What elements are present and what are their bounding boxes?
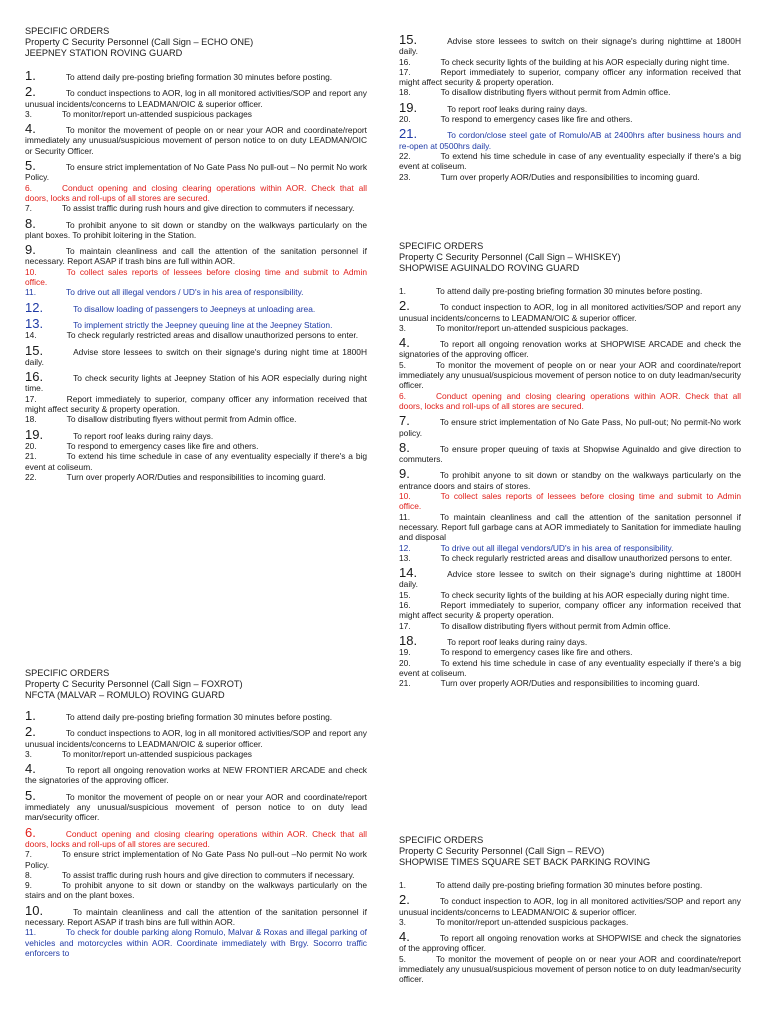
order-item	[399, 172, 741, 182]
order-text: To assist traffic during rush hours and give direction to commuters if necessary.	[62, 203, 355, 214]
section-header	[25, 668, 367, 701]
order-text: To collect sales reports of lessees before closing time and submit to Admin office.	[25, 266, 367, 288]
section-echo-one	[25, 26, 367, 482]
order-item	[25, 824, 367, 850]
order-item	[25, 369, 367, 394]
order-number: 9.	[25, 880, 32, 891]
order-item	[25, 267, 367, 288]
order-number: 21.	[399, 126, 418, 142]
section-header	[399, 241, 741, 274]
order-item	[399, 600, 741, 621]
order-text: To report all ongoing renovation works at SHOPWISE ARCADE and check the signatories of the approving officer.	[399, 339, 741, 360]
order-number: 11.	[25, 927, 37, 938]
order-item	[399, 590, 741, 600]
order-number: 5.	[399, 953, 406, 964]
order-item	[25, 183, 367, 204]
section-header	[25, 26, 367, 59]
order-item	[399, 32, 741, 57]
order-text: To conduct inspection to AOR, log in all monitored activities/SOP and report any unusual incidents/concerns to LEADMAN/OIC & superior officer.	[399, 302, 741, 323]
order-number: 1.	[25, 708, 36, 723]
order-text: To report roof leaks during rainy days.	[73, 430, 214, 441]
order-number: 9.	[399, 466, 410, 482]
order-number: 3.	[25, 748, 32, 759]
order-number: 17.	[399, 620, 411, 631]
order-number: 5.	[399, 359, 406, 370]
order-number: 11.	[25, 287, 37, 298]
order-number: 20.	[399, 114, 411, 125]
order-text: To report all ongoing renovation works at SHOPWISE and check the signatories of the approving officer.	[399, 933, 741, 954]
order-number: 4.	[25, 121, 36, 137]
order-item	[25, 84, 367, 109]
order-number: 13.	[399, 552, 411, 563]
order-number: 8.	[25, 869, 32, 880]
order-number: 22.	[25, 471, 37, 482]
order-text: To monitor/report un-attended suspicious packages.	[436, 916, 629, 927]
order-item	[399, 621, 741, 631]
order-item	[25, 902, 367, 928]
section-title: SPECIFIC ORDERS	[399, 835, 484, 845]
order-text: To monitor the movement of people on or near your AOR and coordinate/report immediately any unusual/suspicious movement of person notice to on duty lead man/security officer.	[25, 791, 367, 823]
order-text: To respond to emergency cases like fire and others.	[440, 114, 633, 125]
orders-list	[399, 286, 741, 688]
order-number: 22.	[399, 150, 411, 161]
order-text: To check security lights at Jeepney Station of his AOR especially during night time.	[25, 373, 367, 394]
order-number: 10.	[399, 491, 411, 502]
order-item	[399, 491, 741, 512]
order-text: To maintain cleanliness and call the attention of the sanitation personnel if necessary. Report ASAP if trash bins are full within AOR.	[25, 906, 367, 928]
order-item	[25, 394, 367, 415]
order-text: To implement strictly the Jeepney queuing line at the Jeepney Station.	[73, 319, 333, 330]
section-foxrot	[25, 668, 367, 958]
section-callsign: Property C Security Personnel (Call Sign – WHISKEY)	[399, 252, 621, 262]
section-callsign: Property C Security Personnel (Call Sign – FOXROT)	[25, 679, 243, 689]
order-text: Advise store lessees to switch on their signage's during nighttime at 1800H daily.	[399, 36, 741, 57]
order-number: 2.	[399, 298, 410, 314]
order-text: To check security lights of the building at his AOR especially during night time.	[440, 56, 730, 67]
order-item	[399, 67, 741, 88]
order-text: To ensure proper queuing of taxis at Shopwise Aguinaldo and give direction to commuters.	[399, 443, 741, 465]
order-text: To ensure strict implementation of No Gate Pass No pull-out –No permit No work Policy.	[25, 849, 367, 870]
order-number: 4.	[399, 335, 410, 351]
order-text: To respond to emergency cases like fire and others.	[440, 647, 633, 658]
order-item	[25, 242, 367, 267]
order-number: 2.	[25, 724, 36, 740]
order-number: 19.	[399, 647, 411, 658]
order-item	[399, 335, 741, 360]
order-text: To extend his time schedule in case of any eventuality especially if there's a big event at coliseum.	[25, 451, 367, 472]
order-text: To maintain cleanliness and call the attention of the sanitation personnel if necessary. Report ASAP if trash bins are full within AOR.	[25, 246, 367, 267]
order-text: To collect sales reports of lessees before closing time and submit to Admin office.	[399, 491, 741, 512]
order-item	[25, 109, 367, 119]
order-number: 1.	[25, 68, 36, 83]
order-text: To disallow distributing flyers without permit from Admin office.	[440, 620, 671, 631]
order-item	[399, 87, 741, 97]
order-item	[25, 158, 368, 183]
order-text: To disallow distributing flyers without permit from Admin office.	[66, 414, 297, 425]
order-item	[25, 849, 367, 870]
order-text: To monitor the movement of people on or near your AOR and coordinate/report immediately any unusual/suspicious movement of person notice to on duty leadman/security officer.	[399, 359, 741, 391]
order-item	[399, 917, 741, 927]
order-number: 18.	[25, 414, 37, 425]
order-text: Advice store lessee to switch on their signage's during nighttime at 1800H daily.	[399, 569, 741, 590]
order-item	[399, 929, 741, 954]
order-text: To monitor/report un-attended suspicious packages	[62, 748, 252, 759]
order-number: 5.	[25, 787, 36, 803]
order-number: 16.	[399, 600, 411, 611]
order-text: To monitor/report un-attended suspicious packages	[62, 108, 252, 119]
order-item	[399, 543, 741, 553]
order-text: Advise store lessees to switch on their signage's during night time at 1800H daily.	[25, 346, 367, 367]
order-text: To check regularly restricted areas and disallow unauthorized persons to enter.	[440, 552, 733, 563]
order-text: To disallow distributing flyers without permit from Admin office.	[440, 87, 671, 98]
order-item	[25, 215, 367, 241]
order-item	[25, 787, 367, 823]
order-item	[399, 466, 741, 491]
order-item	[399, 413, 741, 438]
order-text: To monitor/report un-attended suspicious packages.	[436, 322, 629, 333]
section-post: NFCTA (MALVAR – ROMULO) ROVING GUARD	[25, 690, 225, 700]
section-callsign: Property C Security Personnel (Call Sign – REVO)	[399, 846, 605, 856]
order-number: 12.	[399, 542, 411, 553]
order-text: To attend daily pre-posting briefing formation 30 minutes before posting.	[65, 712, 333, 722]
order-item	[25, 330, 367, 340]
order-number: 7.	[399, 413, 410, 429]
order-text: To extend his time schedule in case of any eventuality especially if there's a big event at coliseum.	[399, 657, 741, 678]
order-text: Turn over properly AOR/Duties and responsibilities to incoming guard.	[440, 678, 700, 689]
section-revo	[399, 835, 741, 985]
order-text: Report immediately to superior, company officer any information received that might affect security & property operation.	[399, 66, 741, 88]
order-item	[25, 342, 367, 368]
order-item	[25, 121, 367, 156]
order-text: To report roof leaks during rainy days.	[447, 103, 588, 114]
order-text: To monitor the movement of people on or near your AOR and coordinate/report immediately any unusual/suspicious movement of person notice to on duty LEADMAN/OIC or Security Officer.	[25, 125, 367, 156]
order-item	[399, 954, 741, 985]
order-item	[25, 426, 367, 442]
order-number: 5.	[25, 158, 36, 174]
order-number: 10.	[25, 266, 37, 277]
order-number: 18.	[399, 87, 411, 98]
order-item	[25, 68, 367, 83]
order-text: To monitor the movement of people on or near your AOR and coordinate/report immediately any unusual/suspicious movement of person notice to on duty leadman/security officer.	[399, 953, 741, 985]
section-echo-one-continued	[399, 30, 741, 182]
order-text: To check security lights of the building at his AOR especially during night time.	[440, 589, 730, 600]
order-number: 1.	[399, 286, 406, 296]
order-number: 11.	[399, 511, 411, 522]
section-title: SPECIFIC ORDERS	[25, 26, 110, 36]
order-number: 3.	[399, 916, 406, 927]
order-item	[399, 99, 741, 115]
order-item	[25, 708, 367, 723]
order-text: To ensure strict implementation of No Gate Pass, No pull-out; No permit-No work policy.	[399, 417, 741, 438]
order-item	[399, 892, 741, 917]
section-header	[399, 835, 741, 868]
order-number: 3.	[399, 322, 406, 333]
order-number: 19.	[399, 99, 418, 115]
order-item	[399, 647, 741, 657]
order-text: To attend daily pre-posting briefing formation 30 minutes before posting.	[65, 72, 333, 82]
orders-list	[25, 68, 368, 482]
order-item	[399, 323, 741, 333]
order-item	[399, 678, 741, 688]
order-item	[25, 724, 367, 749]
order-number: 8.	[399, 439, 410, 455]
order-text: To respond to emergency cases like fire and others.	[66, 440, 259, 451]
order-text: To conduct inspection to AOR, log in all monitored activities/SOP and report any unusual incidents/concerns to LEADMAN/OIC & superior officer.	[399, 896, 741, 917]
order-number: 4.	[399, 929, 410, 945]
order-text: Conduct opening and closing clearing operations within AOR. Check that all doors, locks and roll-ups of all stores are secured.	[25, 828, 367, 849]
order-item	[25, 315, 367, 331]
order-item	[25, 927, 367, 958]
order-text: To attend daily pre-posting briefing formation 30 minutes before posting.	[436, 880, 703, 890]
order-text: To check for double parking along Romulo, Malvar & Roxas and illegal parking of vehicles and motorcycles within AOR. Coordinate immediately with Brgy. Socorro traffic enforcers to	[25, 927, 367, 958]
order-text: To drive out all illegal vendors / UD's in his area of responsibility.	[66, 287, 304, 298]
order-text: To cordon/close steel gate of Romulo/AB at 2400hrs after business hours and re-open at 0500hrs daily.	[399, 130, 741, 151]
order-text: Turn over properly AOR/Duties and responsibilities to incoming guard.	[440, 171, 700, 182]
order-text: To disallow loading of passengers to Jeepneys at unloading area.	[73, 303, 316, 314]
order-number: 17.	[25, 393, 37, 404]
order-text: To conduct inspections to AOR, log in all monitored activities/SOP and report any unusual incidents/concerns to LEADMAN/OIC & superior officer.	[25, 728, 367, 749]
order-text: To check regularly restricted areas and disallow unauthorized persons to enter.	[66, 330, 359, 341]
order-item	[25, 203, 367, 213]
order-text: To maintain cleanliness and call the attention of the sanitation personnel if necessary. Report full garbage cans at AOR immediately to Sanitation for immediate hauling and disposal	[399, 511, 741, 543]
order-text: To prohibit anyone to sit down or standby on the walkways particularly on the entrance doors and stairs of stores.	[399, 470, 741, 491]
order-item	[399, 512, 741, 543]
order-text: To drive out all illegal vendors/UD's in his area of responsibility.	[440, 542, 674, 553]
order-number: 7.	[25, 849, 32, 860]
order-item	[399, 114, 741, 124]
order-text: Report immediately to superior, company officer any information received that might affect security & property operation.	[399, 600, 741, 621]
order-text: To ensure strict implementation of No Gate Pass No pull-out – No permit No work Policy.	[25, 162, 368, 183]
order-number: 18.	[399, 632, 418, 648]
order-number: 20.	[25, 440, 37, 451]
order-text: To prohibit anyone to sit down or standby on the walkways particularly on the stairs and on the plant boxes.	[25, 880, 367, 901]
order-number: 21.	[25, 451, 37, 462]
orders-list	[399, 32, 741, 182]
order-item	[399, 439, 741, 465]
order-number: 2.	[399, 892, 410, 908]
order-number: 21.	[399, 678, 411, 689]
section-post: JEEPNEY STATION ROVING GUARD	[25, 48, 183, 58]
order-number: 1.	[399, 880, 406, 890]
order-number: 3.	[25, 108, 32, 119]
order-item	[25, 441, 367, 451]
order-item	[25, 761, 367, 786]
order-item	[25, 299, 367, 315]
order-text: Report immediately to superior, company officer any information received that might affect security & property operation.	[25, 393, 367, 415]
order-item	[25, 414, 367, 424]
order-item	[399, 286, 741, 296]
section-whiskey	[399, 241, 741, 688]
order-item	[399, 151, 741, 172]
order-number: 7.	[25, 203, 32, 214]
order-text: Conduct opening and closing clearing operations within AOR. Check that all doors, locks and roll-ups of all stores are secured.	[399, 390, 741, 411]
section-post: SHOPWISE AGUINALDO ROVING GUARD	[399, 263, 580, 273]
order-number: 2.	[25, 84, 36, 100]
order-text: To assist traffic during rush hours and give direction to commuters if necessary.	[62, 869, 355, 880]
order-item	[25, 749, 367, 759]
order-number: 23.	[399, 171, 411, 182]
order-number: 6.	[25, 182, 32, 193]
order-number: 14.	[399, 565, 418, 581]
order-item	[399, 391, 741, 412]
order-text: To report roof leaks during rainy days.	[447, 636, 588, 647]
order-number: 14.	[25, 330, 37, 341]
order-item	[25, 472, 367, 482]
order-number: 16.	[399, 56, 411, 67]
section-post: SHOPWISE TIMES SQUARE SET BACK PARKING ROVING	[399, 857, 651, 867]
section-title: SPECIFIC ORDERS	[399, 241, 484, 251]
order-text: Conduct opening and closing clearing operations within AOR. Check that all doors, locks and roll-ups of all stores are secured.	[25, 182, 367, 203]
order-number: 4.	[25, 761, 36, 777]
order-item	[399, 880, 741, 890]
section-callsign: Property C Security Personnel (Call Sign – ECHO ONE)	[25, 37, 254, 47]
order-text: Turn over properly AOR/Duties and responsibilities to incoming guard.	[66, 471, 326, 482]
orders-list	[25, 708, 367, 958]
order-number: 15.	[399, 589, 411, 600]
order-item	[25, 870, 367, 880]
order-text: To conduct inspections to AOR, log in all monitored activities/SOP and report any unusual incidents/concerns to LEADMAN/OIC & superior officer.	[25, 88, 367, 109]
order-item	[399, 565, 741, 590]
order-number: 10.	[25, 902, 44, 918]
order-item	[399, 632, 741, 648]
order-text: To attend daily pre-posting briefing formation 30 minutes before posting.	[436, 286, 703, 296]
order-number: 9.	[25, 242, 36, 258]
order-number: 8.	[25, 215, 36, 231]
order-text: To prohibit anyone to sit down or standby on the walkways particularly on the plant boxes. To prohibit loitering in the Station.	[25, 219, 367, 240]
order-item	[399, 126, 741, 151]
order-number: 6.	[25, 824, 36, 840]
order-item	[399, 57, 741, 67]
order-item	[399, 298, 741, 323]
order-text: To report all ongoing renovation works at NEW FRONTIER ARCADE and check the signatories of the approving officer.	[25, 765, 367, 786]
order-number: 20.	[399, 657, 411, 668]
section-title: SPECIFIC ORDERS	[25, 668, 110, 678]
order-item	[399, 658, 741, 679]
order-item	[25, 880, 367, 901]
order-number: 17.	[399, 66, 411, 77]
order-number: 15.	[399, 32, 418, 47]
order-number: 12.	[25, 299, 44, 315]
order-number: 13.	[25, 315, 44, 331]
order-item	[399, 553, 741, 563]
order-item	[399, 360, 741, 391]
order-item	[25, 451, 367, 472]
orders-list	[399, 880, 741, 985]
order-number: 16.	[25, 369, 44, 385]
order-number: 19.	[25, 426, 44, 442]
order-number: 6.	[399, 390, 406, 401]
order-number: 15.	[25, 342, 44, 358]
order-text: To extend his time schedule in case of any eventuality especially if there's a big event at coliseum.	[399, 150, 741, 172]
order-item	[25, 287, 367, 297]
